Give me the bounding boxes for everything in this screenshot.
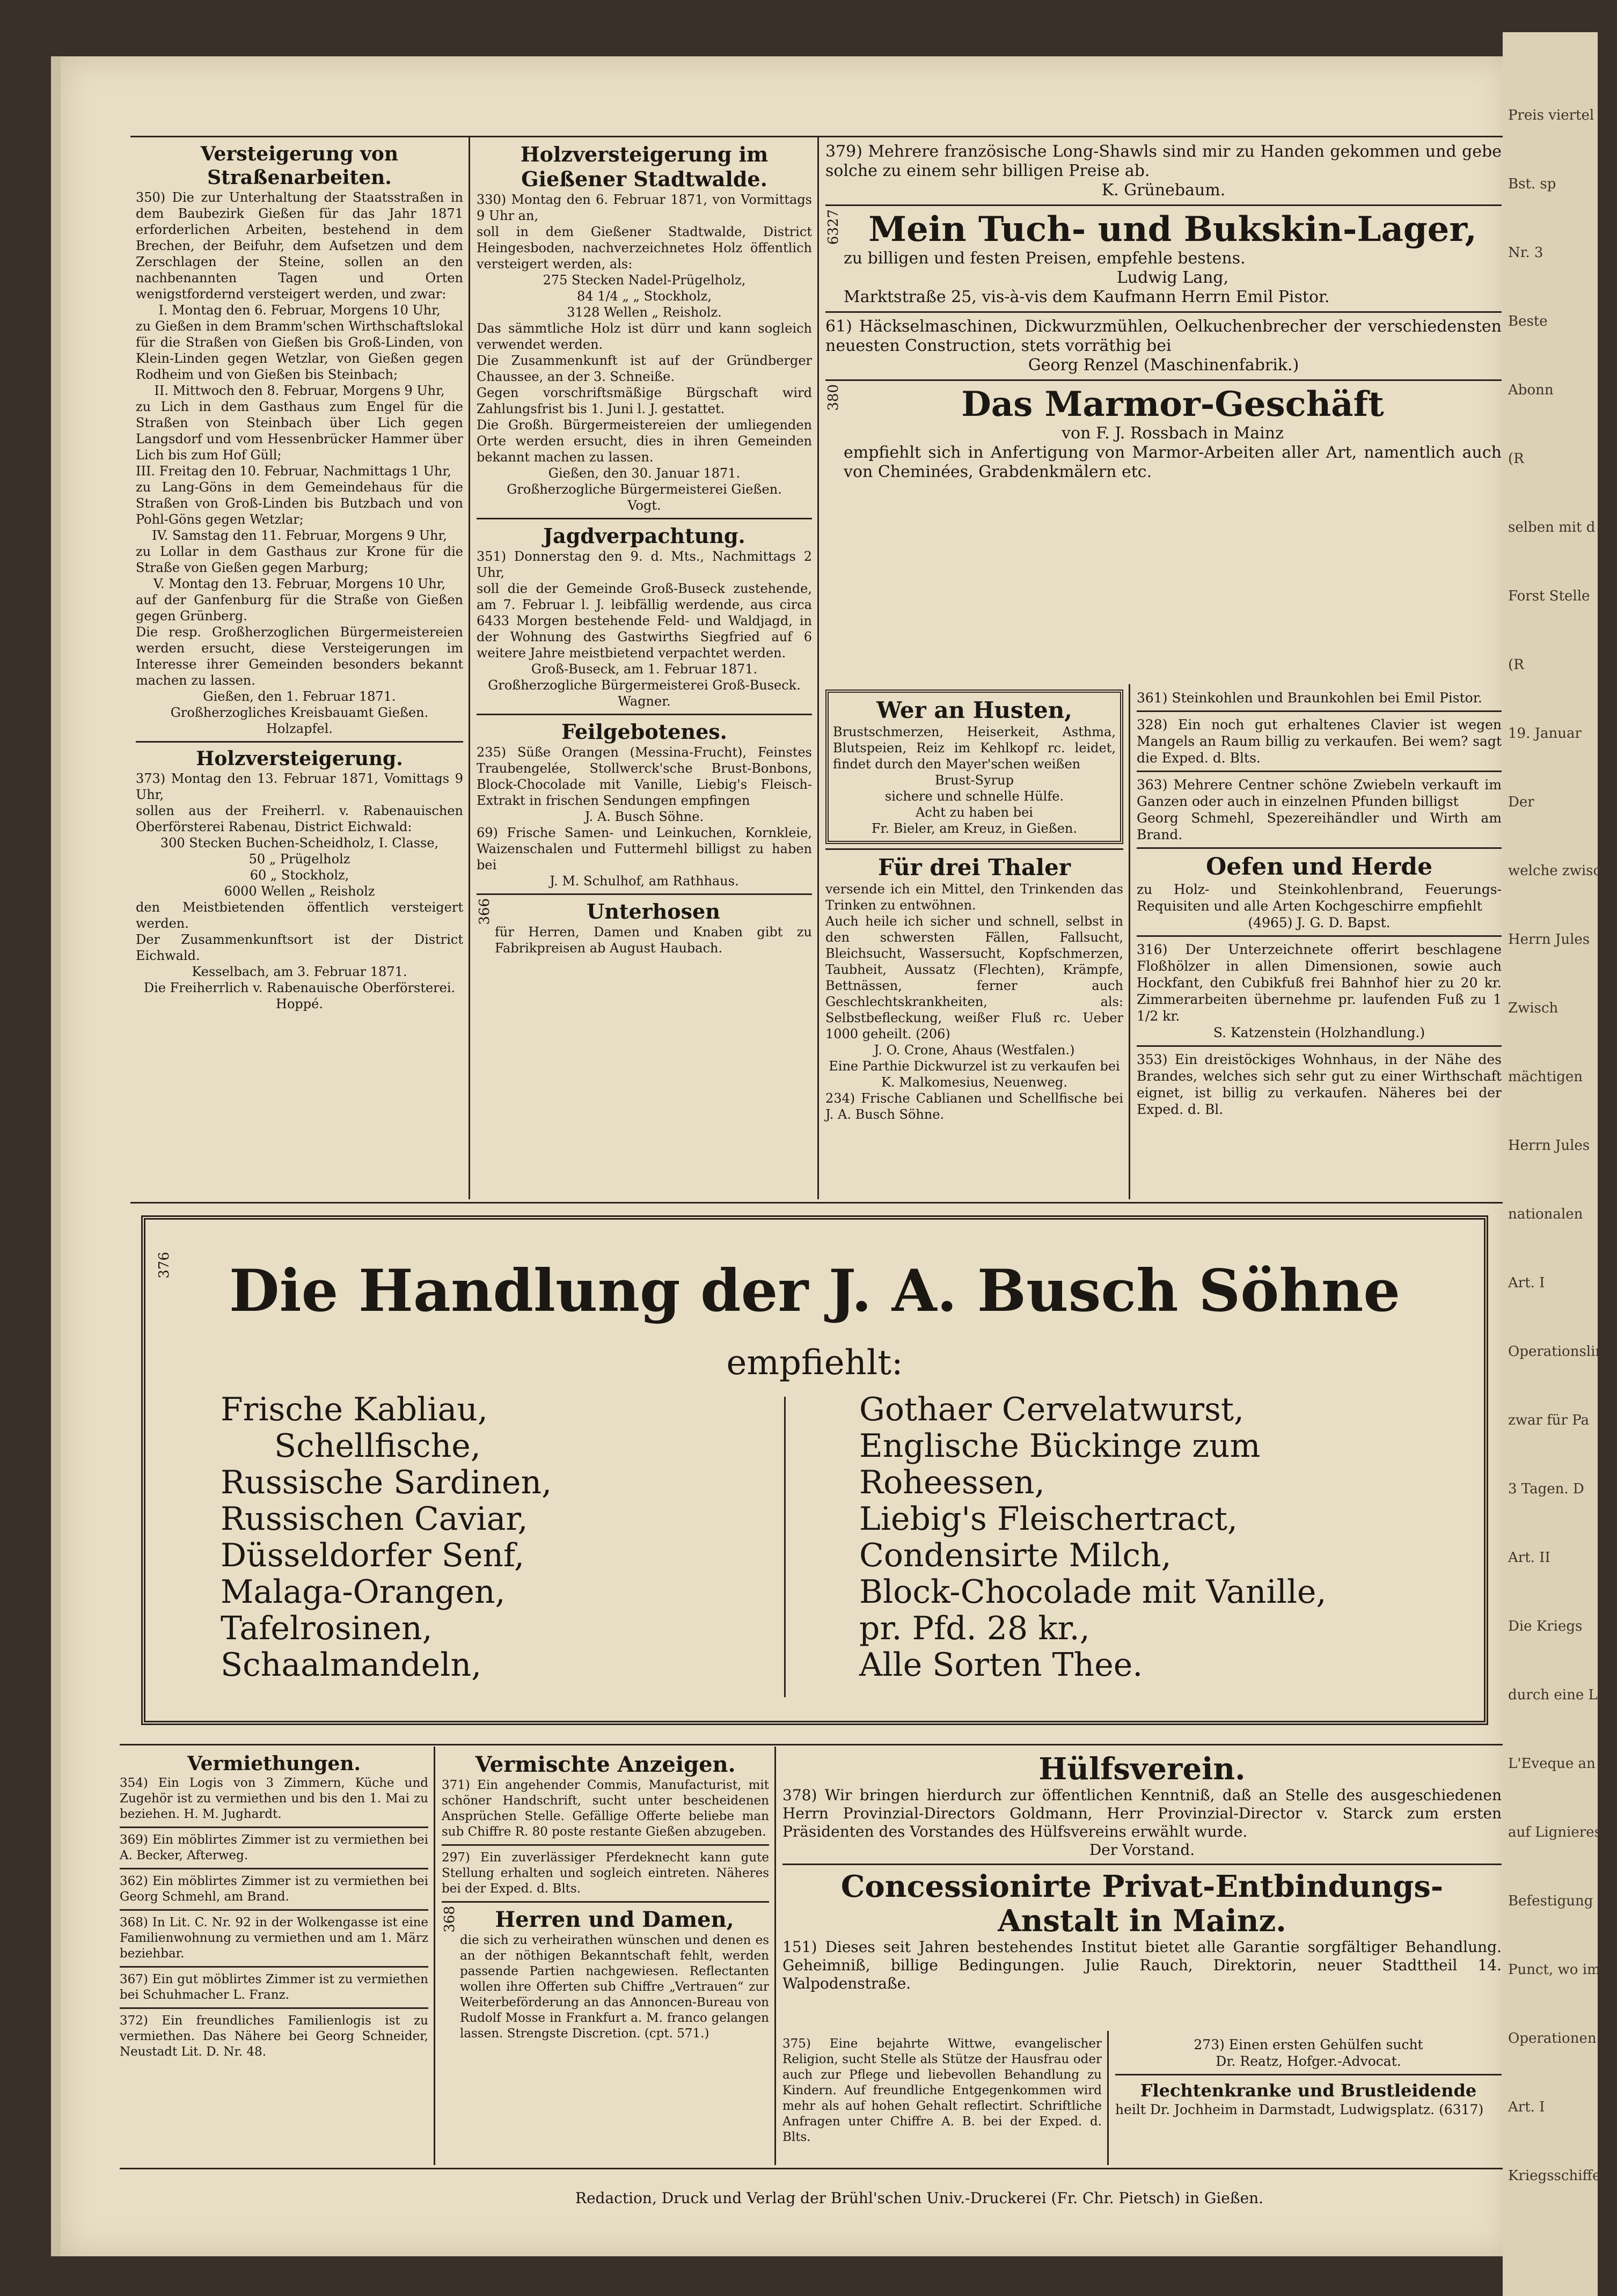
advertisement — [120, 1909, 428, 1962]
adjacent-page-fragment: Der — [1508, 794, 1534, 810]
advertisement — [1115, 2074, 1502, 2118]
advertisement — [442, 1901, 769, 2042]
banner-title: Die Handlung der J. A. Busch Söhne — [229, 1257, 1401, 1325]
ad-text: 273) Einen ersten Gehülfen sucht — [1194, 2037, 1423, 2052]
ad-text: Die Großh. Bürgermeistereien der umliegenden Orte werden ersucht, dies in ihren Gemeinden bekannt machen zu lassen. — [477, 417, 812, 465]
ad-text: 361) Steinkohlen und Braunkohlen bei Emil Pistor. — [1137, 690, 1482, 706]
advertisement — [136, 741, 463, 1012]
ad-text: J. A. Busch Söhne. — [584, 809, 704, 824]
column-3-left — [825, 689, 1123, 1199]
bottom-column-3-right — [1115, 2036, 1502, 2165]
ad-text: die sich zu verheirathen wünschen und denen es an der nöthigen Bekanntschaft fehlt, werden passende Partien nachgewiesen. Reflectanten wollen ihre Offerten sub Chiffre „Vertrauen“ zur Weiterbeförderung an das Annoncen-Bureau von Rudolf Mosse in Frankfurt a. M. franco gelangen lassen. Strengste Discretion. (cpt. 571.) — [460, 1933, 769, 2041]
advertisement — [825, 204, 1502, 307]
banner-item: Frische Kabliau, — [221, 1391, 488, 1428]
ad-text: J. O. Crone, Ahaus (Westfalen.) — [874, 1043, 1075, 1058]
column-3-top — [825, 142, 1502, 679]
ad-text: auf der Ganfenburg für die Straße von Gießen gegen Grünberg. — [136, 592, 463, 623]
ad-text: sichere und schnelle Hülfe. — [884, 789, 1064, 804]
ad-text: Der Zusammenkunftsort ist der District Eichwald. — [136, 932, 463, 963]
banner-item: Russische Sardinen, — [221, 1464, 552, 1501]
ad-text: Fr. Bieler, am Kreuz, in Gießen. — [871, 821, 1078, 836]
ad-text: 234) Frische Cablianen und Schellfische bei J. A. Busch Söhne. — [825, 1091, 1123, 1122]
section-rule — [120, 1744, 1510, 1745]
ad-text: 235) Süße Orangen (Messina-Frucht), Feinstes Traubengelée, Stollwerck'sche Brust-Bonbons, Block-Chocolade mit Vanille, Liebig's Fleisch-Extrakt in frischen Sendungen empfingen — [477, 745, 812, 808]
adjacent-page-fragment: Bst. sp — [1508, 176, 1556, 192]
ad-heading: Mein Tuch- und Bukskin-Lager, — [868, 209, 1477, 250]
banner-divider — [784, 1397, 786, 1697]
bottom-column-2 — [442, 1752, 769, 2165]
ad-text: 316) Der Unterzeichnete offerirt beschlagene Floßhölzer in allen Dimensionen, sowie auch Hockfant, den Cubikfuß frei Bahnhof hier zu 20 kr. Zimmerarbeiten übernehme pr. laufenden Fuß zu 1 1/2 kr. — [1137, 942, 1502, 1024]
adjacent-page-fragment: Beste — [1508, 313, 1548, 329]
ad-text: 61) Häckselmaschinen, Dickwurzmühlen, Oelkuchenbrecher der verschiedensten neuesten Construction, stets vorräthig bei — [825, 317, 1502, 355]
adjacent-page-fragment: mächtigen — [1508, 1069, 1583, 1085]
ad-text: sollen aus der Freiherrl. v. Rabenauischen Oberförsterei Rabenau, District Eichwald: — [136, 803, 463, 834]
ad-text: 373) Montag den 13. Februar 1871, Vomittags 9 Uhr, — [136, 771, 463, 802]
column-2 — [477, 142, 812, 1199]
adjacent-page-fragment: nationalen — [1508, 1206, 1583, 1222]
ad-text: 300 Stecken Buchen-Scheidholz, I. Classe, — [160, 835, 439, 850]
ad-text: 351) Donnerstag den 9. d. Mts., Nachmittags 2 Uhr, — [477, 549, 812, 580]
advertisement — [825, 142, 1502, 200]
column-1 — [136, 142, 463, 1199]
busch-soehne-banner — [141, 1215, 1488, 1725]
advertisement — [477, 893, 812, 956]
column-rule — [1129, 684, 1130, 1199]
advertisement — [1137, 710, 1502, 766]
advertisement — [1115, 2036, 1502, 2070]
ad-heading: Wer an Husten, — [876, 697, 1072, 723]
ad-heading: Versteigerung von Straßenarbeiten. — [200, 143, 399, 189]
bottom-rule — [120, 2168, 1510, 2169]
ad-text: (4965) J. G. D. Bapst. — [1248, 915, 1391, 930]
advertisement — [1137, 771, 1502, 843]
adjacent-page-fragment: Kriegsschiffe — [1508, 2168, 1601, 2184]
ad-text: Kesselbach, am 3. Februar 1871. — [192, 964, 407, 979]
adjacent-page-fragment: Operationslinie — [1508, 1344, 1617, 1360]
banner-item: Russischen Caviar, — [221, 1500, 528, 1538]
advertisement — [782, 2036, 1102, 2145]
ad-text: III. Freitag den 10. Februar, Nachmittags 1 Uhr, — [136, 464, 451, 479]
ad-text: 371) Ein angehender Commis, Manufacturist, mit schöner Handschrift, sucht unter bescheidenen Ansprüchen Stelle. Gefällige Offerte beliebe man sub Chiffre R. 80 poste restante Gießen abzugeben. — [442, 1778, 769, 1839]
ad-heading: Herren und Damen, — [495, 1907, 734, 1932]
adjacent-page-fragment: Herrn Jules — [1508, 931, 1590, 948]
ad-text: 84 1/4 „ „ Stockholz, — [577, 289, 712, 304]
bottom-column-3 — [782, 1752, 1502, 2031]
ad-text: für Herren, Damen und Knaben gibt zu Fabrikpreisen ab August Haubach. — [495, 925, 812, 956]
banner-item: pr. Pfd. 28 kr., — [859, 1610, 1090, 1647]
ad-text: 328) Ein noch gut erhaltenes Clavier ist wegen Mangels an Raum billig zu verkaufen. Bei wem? sagt die Exped. d. Blts. — [1137, 717, 1502, 766]
ad-heading: Oefen und Herde — [1205, 853, 1433, 881]
ad-text: Die resp. Großherzoglichen Bürgermeistereien werden ersucht, diese Versteigerungen im Interesse ihrer Gemeinden besonders bekannt machen zu lassen. — [136, 625, 463, 688]
banner-item: Tafelrosinen, — [221, 1610, 433, 1647]
adjacent-page-fragment: Preis viertel — [1508, 107, 1594, 123]
ad-text: Groß-Buseck, am 1. Februar 1871. — [531, 662, 758, 677]
ad-text: II. Mittwoch den 8. Februar, Morgens 9 Uhr, — [154, 383, 445, 398]
ad-text: Brust-Syrup — [935, 773, 1014, 788]
advertisement — [120, 2007, 428, 2060]
ad-text: Georg Schmehl, Spezereihändler und Wirth am Brand. — [1137, 810, 1502, 842]
banner-item: Englische Bückinge zum Roheessen, — [859, 1427, 1261, 1501]
ad-text: 372) Ein freundliches Familienlogis ist zu vermiethen. Das Nähere bei Georg Schneider, Neustadt Lit. D. Nr. 48. — [120, 2014, 428, 2059]
ad-text: 362) Ein möblirtes Zimmer ist zu vermiethen bei Georg Schmehl, am Brand. — [120, 1874, 428, 1904]
ad-text: zu Lang-Göns in dem Gemeindehaus für die Straßen von Groß-Linden bis Butzbach und von Pohl-Göns gegen Wetzlar; — [136, 480, 463, 527]
adjacent-page-fragment: L'Eveque an — [1508, 1756, 1596, 1772]
column-rule — [817, 137, 819, 1199]
banner-item: Schellfische, — [274, 1427, 481, 1465]
ad-text: V. Montag den 13. Februar, Morgens 10 Uhr, — [153, 576, 446, 591]
ad-text: Gießen, den 30. Januar 1871. — [548, 466, 741, 481]
advertisement — [825, 379, 1502, 482]
bottom-column-1 — [120, 1752, 428, 2165]
ad-text: IV. Samstag den 11. Februar, Morgens 9 Uhr, — [152, 528, 447, 543]
advertisement — [782, 1752, 1502, 1859]
ad-text: Die Zusammenkunft ist auf der Gründberger Chaussee, an der 3. Schneiße. — [477, 353, 812, 384]
ad-text: Das sämmtliche Holz ist dürr und kann sogleich verwendet werden. — [477, 321, 812, 352]
advertisement — [825, 689, 1123, 844]
ad-text: von F. J. Rossbach in Mainz — [1062, 424, 1284, 443]
advertisement — [1137, 1045, 1502, 1118]
adjacent-page-fragment: auf Lignieres — [1508, 1824, 1601, 1840]
advertisement — [477, 518, 812, 709]
adjacent-page-fragment: welche zwisch — [1508, 863, 1610, 879]
ad-heading: Vermischte Anzeigen. — [475, 1752, 736, 1777]
column-rule — [1107, 2031, 1109, 2165]
ad-text: 330) Montag den 6. Februar 1871, von Vormittags 9 Uhr an, — [477, 192, 812, 223]
adjacent-page-fragment: durch eine Li — [1508, 1687, 1603, 1703]
banner-item: Alle Sorten Thee. — [859, 1646, 1143, 1684]
ad-text: 353) Ein dreistöckiges Wohnhaus, in der Nähe des Brandes, welches sich sehr gut zu einer Wirthschaft eignet, ist billig zu verkaufen. Näheres bei der Exped. d. Bl. — [1137, 1052, 1502, 1117]
imprint-footer: Redaction, Druck und Verlag der Brühl'schen Univ.-Druckerei (Fr. Chr. Pietsch) in Gießen. — [575, 2189, 1264, 2207]
advertisement — [825, 311, 1502, 375]
adjacent-page-fragment: Herrn Jules — [1508, 1138, 1590, 1154]
adjacent-page-fragment: (R — [1508, 451, 1524, 467]
ad-text: 3128 Wellen „ Reisholz. — [567, 305, 722, 320]
ad-text: 6000 Wellen „ Reisholz — [224, 884, 375, 899]
ad-text: 379) Mehrere französische Long-Shawls sind mir zu Handen gekommen und gebe solche zu einem sehr billigen Preise ab. — [825, 142, 1502, 180]
ad-text: J. M. Schulhof, am Rathhaus. — [550, 874, 739, 889]
ad-heading: Für drei Thaler — [878, 854, 1071, 881]
ad-text: Hoppé. — [276, 996, 323, 1011]
ad-text: Großherzogliche Bürgermeisterei Groß-Buseck. — [488, 678, 801, 693]
ad-text: 69) Frische Samen- und Leinkuchen, Kornkleie, Waizenschalen und Futtermehl billigst zu haben bei — [477, 825, 812, 872]
ad-text: 369) Ein möblirtes Zimmer ist zu vermiethen bei A. Becker, Afterweg. — [120, 1833, 428, 1862]
advertisement — [120, 1826, 428, 1864]
advertisement — [1137, 935, 1502, 1041]
advertisement — [120, 1752, 428, 1822]
bottom-column-3-left — [782, 2036, 1102, 2165]
advertisement — [1137, 847, 1502, 931]
ad-number: 368 — [442, 1906, 458, 1933]
column-rule — [774, 1747, 776, 2165]
adjacent-page-edge — [1503, 32, 1617, 2296]
adjacent-page-fragment: Die Kriegs — [1508, 1618, 1583, 1634]
ad-text: den Meistbietenden öffentlich versteigert werden. — [136, 900, 463, 931]
ad-heading: Concessionirte Privat-Entbindungs-Anstalt in Mainz. — [840, 1869, 1444, 1939]
ad-text: Eine Parthie Dickwurzel ist zu verkaufen bei — [829, 1059, 1120, 1074]
banner-subtitle: empfiehlt: — [726, 1343, 903, 1383]
ad-text: soll die der Gemeinde Groß-Buseck zustehende, am 7. Februar l. J. leibfällig werdende, aus circa 6433 Morgen bestehende Feld- und Waldjagd, in der Wohnung des Gastwirths Siegfried auf 6 weitere Jahre meistbietend verpachtet werden. — [477, 581, 812, 661]
ad-text: soll in dem Gießener Stadtwalde, District Heingesboden, nachverzeichnetes Holz öffentlich versteigert werden, als: — [477, 224, 812, 272]
ad-text: Gießen, den 1. Februar 1871. — [203, 689, 396, 704]
ad-heading: Holzversteigerung. — [196, 747, 403, 770]
ad-text: 363) Mehrere Centner schöne Zwiebeln verkauft im Ganzen oder auch in einzelnen Pfunden billigst — [1137, 777, 1502, 809]
adjacent-page-fragment: Befestigung — [1508, 1893, 1593, 1909]
advertisement — [442, 1752, 769, 1840]
ad-text: 50 „ Prügelholz — [248, 852, 350, 867]
advertisement — [782, 1864, 1502, 1993]
ad-text: Holzapfel. — [266, 721, 333, 736]
ad-number: 366 — [477, 898, 493, 925]
adjacent-page-fragment: Nr. 3 — [1508, 245, 1543, 261]
adjacent-page-fragment: Forst Stelle — [1508, 588, 1590, 604]
advertisement — [1137, 689, 1502, 706]
adjacent-page-fragment: Operationen — [1508, 2030, 1597, 2046]
ad-text: Dr. Reatz, Hofger.-Advocat. — [1216, 2053, 1401, 2069]
adjacent-page-fragment: Abonn — [1508, 382, 1554, 398]
banner-item: Schaalmandeln, — [221, 1646, 482, 1684]
ad-text: Großherzogliche Bürgermeisterei Gießen. — [507, 482, 782, 497]
adjacent-page-fragment: (R — [1508, 657, 1524, 673]
adjacent-page-fragment: zwar für Pa — [1508, 1412, 1590, 1428]
ad-text: zu Gießen in dem Bramm'schen Wirthschaftslokal für die Straßen von Gießen bis Groß-Linden, von Klein-Linden gegen Wetzlar, von Gießen gegen Rodheim und von Gießen bis Steinbach; — [136, 319, 463, 382]
ad-text: Brustschmerzen, Heiserkeit, Asthma, Blutspeien, Reiz im Kehlkopf rc. leidet, findet durch den Mayer'schen weißen — [833, 724, 1116, 772]
ad-text: 368) In Lit. C. Nr. 92 in der Wolkengasse ist eine Familienwohnung zu vermiethen und am 1. März beziehbar. — [120, 1916, 428, 1961]
banner-left-list — [221, 1391, 704, 1683]
adjacent-page-fragment: Art. I — [1508, 1275, 1545, 1291]
adjacent-page-fragment: Punct, wo im — [1508, 1962, 1600, 1978]
banner-item: Düsseldorfer Senf, — [221, 1537, 525, 1574]
ad-text: heilt Dr. Jochheim in Darmstadt, Ludwigsplatz. (6317) — [1115, 2102, 1484, 2117]
newspaper-page — [51, 56, 1510, 2256]
ad-heading: Holzversteigerung im Gießener Stadtwalde. — [520, 142, 769, 191]
ad-heading: Flechtenkranke und Brustleidende — [1140, 2080, 1477, 2101]
ad-text: empfiehlt sich in Anfertigung von Marmor-Arbeiten aller Art, namentlich auch von Cheminées, Grabdenkmälern etc. — [844, 443, 1502, 481]
ad-heading: Hülfsverein. — [1038, 1751, 1246, 1787]
advertisement — [120, 1868, 428, 1905]
section-rule — [130, 1202, 1504, 1204]
ad-text: zu Holz- und Steinkohlenbrand, Feuerungs-Requisiten und alle Arten Kochgeschirre empfiehlt — [1137, 882, 1502, 914]
ad-text: Die Freiherrlich v. Rabenauische Oberförsterei. — [143, 980, 456, 995]
ad-text: 350) Die zur Unterhaltung der Staatsstraßen in dem Baubezirk Gießen für das Jahr 1871 erforderlichen Arbeiten, bestehend in dem Brechen, der Beifuhr, dem Aufsetzen und dem Zerschlagen der Steine, sollen an den nachbenannten Tagen und Orten wenigstfordernd versteigert werden, und zwar: — [136, 190, 463, 302]
ad-text: Gegen vorschriftsmäßige Bürgschaft wird Zahlungsfrist bis 1. Juni l. J. gestattet. — [477, 385, 812, 416]
advertisement — [825, 848, 1123, 1123]
banner-item: Condensirte Milch, — [859, 1537, 1172, 1574]
ad-number: 6327 — [825, 209, 842, 245]
advertisement — [477, 142, 812, 514]
adjacent-page-fragment: 19. Januar — [1508, 725, 1582, 742]
ad-text: K. Grünebaum. — [1101, 181, 1226, 200]
adjacent-page-fragment: 3 Tagen. D — [1508, 1481, 1584, 1497]
ad-text: Acht zu haben bei — [916, 805, 1033, 820]
adjacent-page-fragment: Art. I — [1508, 2099, 1545, 2115]
ad-text: Wagner. — [618, 694, 671, 709]
ad-text: 354) Ein Logis von 3 Zimmern, Küche und Zugehör ist zu vermiethen und bis den 1. Mai zu beziehen. H. M. Jughardt. — [120, 1776, 428, 1821]
advertisement — [477, 714, 812, 889]
banner-number: 376 — [156, 1252, 172, 1279]
banner-item: Gothaer Cervelatwurst, — [859, 1391, 1245, 1428]
advertisement — [136, 142, 463, 737]
ad-text: Marktstraße 25, vis-à-vis dem Kaufmann Herrn Emil Pistor. — [844, 288, 1330, 306]
column-rule — [469, 137, 470, 1199]
ad-text: versende ich ein Mittel, den Trinkenden das Trinken zu entwöhnen. — [825, 882, 1123, 913]
ad-text: 151) Dieses seit Jahren bestehendes Institut bietet alle Garantie sorgfältiger Behandlung. Geheimniß, billige Bedingungen. Julie Rauch, Direktorin, neuer Stadttheil 14. Walpodenstraße. — [782, 1938, 1502, 1992]
ad-text: zu billigen und festen Preisen, empfehle bestens. — [844, 249, 1246, 268]
ad-heading: Unterhosen — [587, 899, 720, 923]
adjacent-page-fragment: selben mit d — [1508, 519, 1596, 536]
column-rule — [434, 1747, 435, 2165]
ad-text: Georg Renzel (Maschinenfabrik.) — [1028, 356, 1299, 375]
column-3-right — [1137, 689, 1502, 1199]
banner-item: Block-Chocolade mit Vanille, — [859, 1573, 1327, 1611]
ad-text: Großherzogliches Kreisbauamt Gießen. — [170, 705, 429, 720]
ad-heading: Feilgebotenes. — [561, 720, 727, 744]
ad-text: 297) Ein zuverlässiger Pferdeknecht kann gute Stellung erhalten und sogleich eintreten. Näheres bei der Exped. d. Blts. — [442, 1851, 769, 1896]
banner-right-list — [859, 1391, 1450, 1683]
ad-text: 375) Eine bejahrte Wittwe, evangelischer Religion, sucht Stelle als Stütze der Hausfrau oder auch zur Pflege und liebevollen Behandlung zu Kindern. Auf freundliche Entgegenkommen wird mehr als auf hohen Gehalt reflectirt. Schriftliche Anfragen unter Chiffre A. B. bei der Exped. d. Blts. — [782, 2037, 1102, 2144]
ad-heading: Das Marmor-Geschäft — [961, 384, 1384, 424]
ad-text: 60 „ Stockholz, — [250, 868, 349, 883]
ad-heading: Vermiethungen. — [187, 1752, 361, 1775]
ad-text: Vogt. — [627, 498, 661, 513]
ad-text: 275 Stecken Nadel-Prügelholz, — [543, 273, 746, 288]
ad-text: 367) Ein gut möblirtes Zimmer ist zu vermiethen bei Schuhmacher L. Franz. — [120, 1972, 428, 2002]
ad-heading: Jagdverpachtung. — [543, 524, 745, 548]
adjacent-page-fragment: Art. II — [1508, 1550, 1550, 1566]
banner-item: Malaga-Orangen, — [221, 1573, 506, 1611]
ad-text: K. Malkomesius, Neuenweg. — [881, 1075, 1067, 1090]
ad-text: Ludwig Lang, — [1116, 268, 1229, 287]
banner-item: Liebig's Fleischertract, — [859, 1500, 1238, 1538]
ad-text: Der Vorstand. — [1089, 1841, 1195, 1859]
ad-text: 378) Wir bringen hierdurch zur öffentlichen Kenntniß, daß an Stelle des ausgeschiedenen Herrn Provinzial-Directors Goldmann, Herr Provinzial-Director v. Starck zum ersten Präsidenten des Vorstandes des Hülfsvereins erwählt wurde. — [782, 1786, 1502, 1840]
ad-number: 380 — [825, 384, 842, 411]
ad-text: S. Katzenstein (Holzhandlung.) — [1213, 1025, 1425, 1040]
advertisement — [120, 1966, 428, 2003]
ad-text: zu Lollar in dem Gasthaus zur Krone für die Straße von Gießen gegen Marburg; — [136, 544, 463, 575]
adjacent-page-fragment: Zwisch — [1508, 1000, 1559, 1016]
ad-text: Auch heile ich sicher und schnell, selbst in den schwersten Fällen, Fallsucht, Bleichsucht, Wassersucht, Kopfschmerzen, Taubheit, Aussatz (Flechten), Krämpfe, Bettnässen, ferner auch Geschlechtskrankheiten, als: Selbstbefleckung, weißer Fluß rc. Ueber 1000 geheilt. (206) — [825, 914, 1123, 1041]
advertisement — [442, 1844, 769, 1897]
ad-text: I. Montag den 6. Februar, Morgens 10 Uhr, — [158, 303, 441, 318]
ad-text: zu Lich in dem Gasthaus zum Engel für die Straßen von Steinbach über Lich gegen Langsdorf und vom Hessenbrücker Hammer über Lich bis zum Hof Güll; — [136, 399, 463, 463]
